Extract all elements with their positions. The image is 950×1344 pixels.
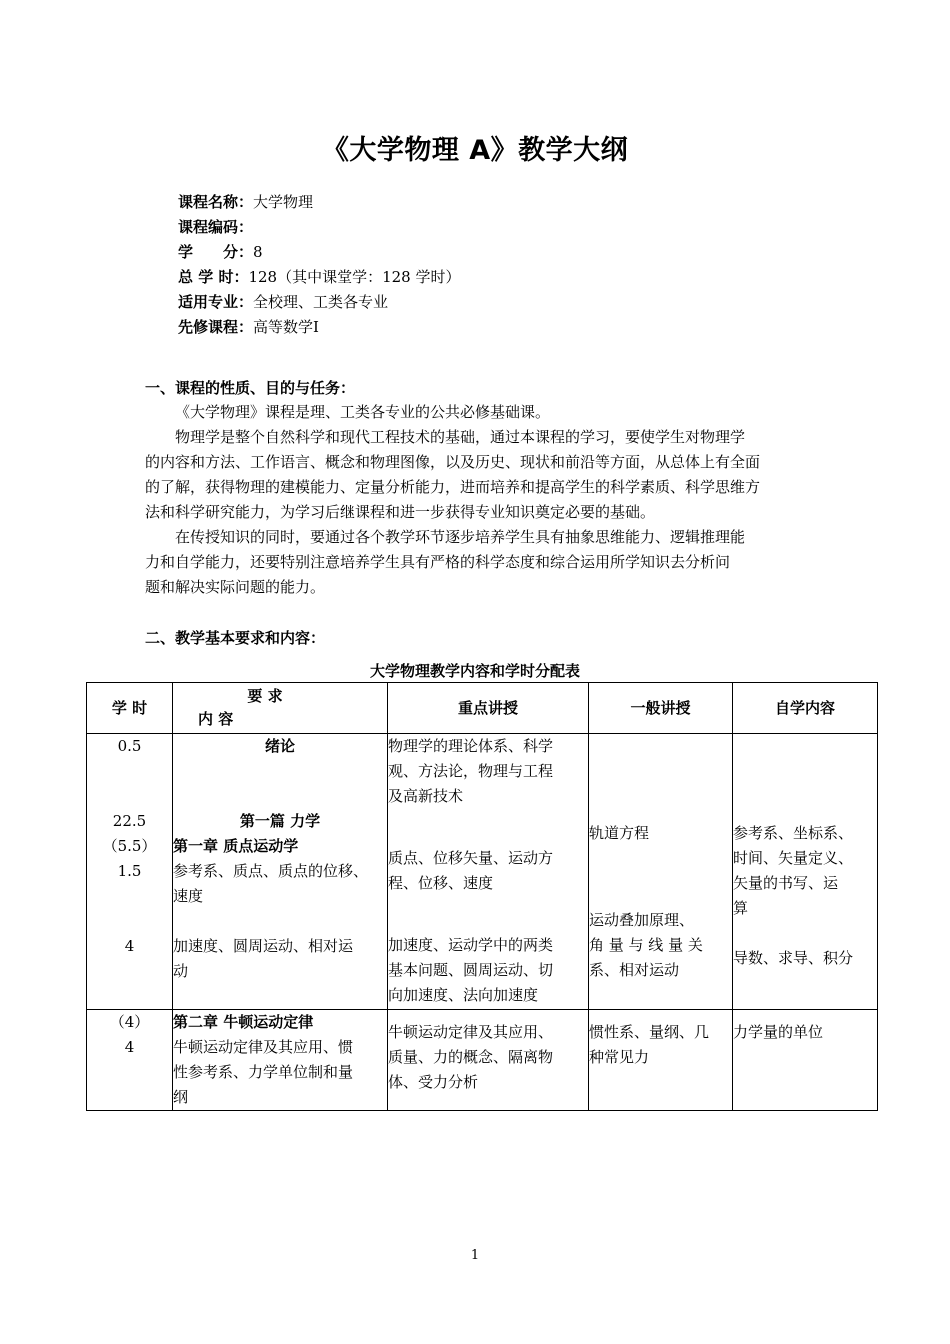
info-value: 128（其中课堂学：128 学时） <box>248 268 461 286</box>
header-hours: 学 时 <box>87 683 173 734</box>
content-cell <box>173 1010 388 1111</box>
hours-ch1: （5.5） <box>102 837 157 855</box>
section-1-paragraph-2 <box>145 425 810 525</box>
general-line: 系、相对运动 <box>589 961 680 979</box>
key-teaching-cell <box>388 1010 589 1111</box>
part1-title: 第一篇 力学 <box>239 812 321 830</box>
header-content-bottom: 内 容 <box>198 710 234 728</box>
self-line: 参考系、坐标系、 <box>733 824 854 842</box>
info-value: 8 <box>253 243 263 261</box>
text-line: 法和科学研究能力，为学习后继课程和进一步获得专业知识奠定必要的基础。 <box>145 503 656 521</box>
key-line: 向加速度、法向加速度 <box>388 986 539 1004</box>
general-line: 轨道方程 <box>589 824 650 842</box>
general-teaching-cell <box>589 734 733 1010</box>
text-line: 力和自学能力，还要特别注意培养学生具有严格的科学态度和综合运用所学知识去分析问 <box>145 553 731 571</box>
self-line: 时间、矢量定义、 <box>733 849 854 867</box>
credits-row <box>178 240 460 265</box>
info-label: 课程名称： <box>178 193 254 211</box>
document-title: 《大学物理 A》教学大纲 <box>321 135 629 166</box>
key-line: 物理学的理论体系、科学 <box>388 737 554 755</box>
key-line: 质点、位移矢量、运动方 <box>388 849 554 867</box>
section-1-paragraph-1 <box>145 400 810 425</box>
content-line: 牛顿运动定律及其应用、惯 <box>173 1038 354 1056</box>
majors-row <box>178 290 460 315</box>
key-line: 及高新技术 <box>388 787 464 805</box>
key-line: 观、方法论，物理与工程 <box>388 762 554 780</box>
self-line: 算 <box>733 899 749 917</box>
key-line: 基本问题、圆周运动、切 <box>388 961 554 979</box>
hours-cell <box>87 734 173 1010</box>
key-teaching-cell <box>388 734 589 1010</box>
info-label: 先修课程： <box>178 318 254 336</box>
self-study-cell <box>733 1010 878 1111</box>
text-line: 《大学物理》课程是理、工类各专业的公共必修基础课。 <box>175 403 551 421</box>
header-content-top: 要 求 <box>247 687 283 705</box>
text-line: 在传授知识的同时，要通过各个教学环节逐步培养学生具有抽象思维能力、逻辑推理能 <box>175 528 746 546</box>
info-label: 课程编码： <box>178 218 254 236</box>
key-line: 程、位移、速度 <box>388 874 494 892</box>
hours-part1: 22.5 <box>112 812 147 830</box>
general-teaching-cell <box>589 1010 733 1111</box>
content-line: 参考系、质点、质点的位移、 <box>173 862 369 880</box>
hours-cell <box>87 1010 173 1111</box>
general-line: 运动叠加原理、 <box>589 911 695 929</box>
header-content <box>173 683 388 734</box>
chapter2-title: 第二章 牛顿运动定律 <box>173 1013 314 1031</box>
info-label: 适用专业： <box>178 293 254 311</box>
hours-s3: 4 <box>124 1038 135 1056</box>
hours-allocation-table <box>86 682 878 1111</box>
prerequisite-row <box>178 315 460 340</box>
general-line: 角 量 与 线 量 关 <box>589 936 703 954</box>
text-line: 的内容和方法、工作语言、概念和物理图像，以及历史、现状和前沿等方面，从总体上有全面 <box>145 453 761 471</box>
hours-intro: 0.5 <box>117 737 142 755</box>
text-line: 题和解决实际问题的能力。 <box>145 578 326 596</box>
table-caption: 大学物理教学内容和学时分配表 <box>369 662 580 680</box>
general-line: 惯性系、量纲、几 <box>589 1023 710 1041</box>
header-self-study: 自学内容 <box>733 683 878 734</box>
text-line: 的了解，获得物理的建模能力、定量分析能力，进而培养和提高学生的科学素质、科学思维方 <box>145 478 761 496</box>
table-row <box>87 734 878 1010</box>
course-info <box>178 190 460 340</box>
text-line: 物理学是整个自然科学和现代工程技术的基础，通过本课程的学习，要使学生对物理学 <box>175 428 746 446</box>
hours-ch2: （4） <box>109 1013 150 1031</box>
self-line: 矢量的书写、运 <box>733 874 839 892</box>
general-line: 种常见力 <box>589 1048 650 1066</box>
section-1-paragraph-3 <box>145 525 810 600</box>
key-line: 体、受力分析 <box>388 1073 479 1091</box>
info-label: 学 分： <box>178 243 254 261</box>
key-line: 质量、力的概念、隔离物 <box>388 1048 554 1066</box>
self-line: 导数、求导、积分 <box>733 949 854 967</box>
course-code-row <box>178 215 460 240</box>
self-line: 力学量的单位 <box>733 1023 824 1041</box>
info-value: 大学物理 <box>253 193 314 211</box>
hours-s2: 4 <box>124 937 135 955</box>
content-line: 动 <box>173 962 189 980</box>
self-study-cell <box>733 734 878 1010</box>
info-value: 全校理、工类各专业 <box>253 293 389 311</box>
info-value: 高等数学Ⅰ <box>253 318 319 336</box>
intro-title: 绪论 <box>264 737 295 755</box>
page-number: 1 <box>470 1248 480 1263</box>
table-row <box>87 1010 878 1111</box>
content-line: 加速度、圆周运动、相对运 <box>173 937 354 955</box>
content-line: 纲 <box>173 1088 189 1106</box>
section-2-heading: 二、教学基本要求和内容： <box>145 629 326 647</box>
section-1-heading: 一、课程的性质、目的与任务： <box>145 379 356 397</box>
header-key-teaching: 重点讲授 <box>388 683 589 734</box>
key-line: 加速度、运动学中的两类 <box>388 936 554 954</box>
info-label: 总 学 时： <box>178 268 249 286</box>
header-general-teaching: 一般讲授 <box>589 683 733 734</box>
chapter1-title: 第一章 质点运动学 <box>173 837 299 855</box>
course-name-row <box>178 190 460 215</box>
content-line: 性参考系、力学单位制和量 <box>173 1063 354 1081</box>
content-line: 速度 <box>173 887 204 905</box>
key-line: 牛顿运动定律及其应用、 <box>388 1023 554 1041</box>
total-hours-row <box>178 265 460 290</box>
content-cell <box>173 734 388 1010</box>
table-header-row <box>87 683 878 734</box>
hours-s1: 1.5 <box>117 862 142 880</box>
